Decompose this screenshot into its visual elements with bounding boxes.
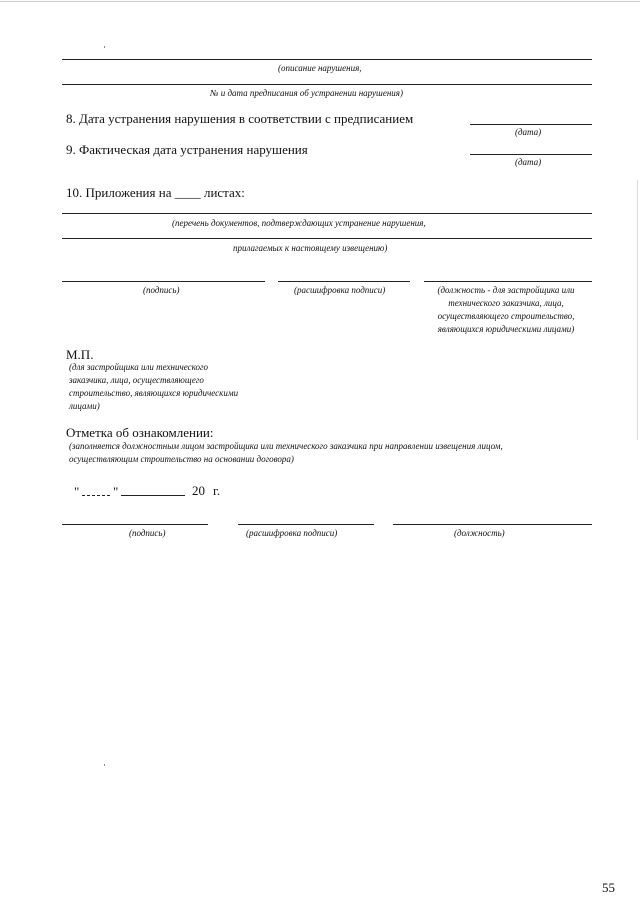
item-8-date-caption: (дата) xyxy=(515,127,542,137)
ack-position-caption: (должность) xyxy=(454,528,505,538)
ack-position-line xyxy=(393,524,592,525)
documents-line-1 xyxy=(62,213,592,214)
order-line xyxy=(62,84,592,85)
item-8-date-line xyxy=(470,124,592,125)
position-caption: (должность - для застройщика или технического заказчика, лица, осуществляющего строительство, являющихся юридическими лицами) xyxy=(437,285,575,334)
scan-speck xyxy=(104,46,105,48)
date-year-suffix: г. xyxy=(213,483,221,498)
signature-decoding-caption: (расшифровка подписи) xyxy=(294,285,386,295)
scan-top-edge-mark xyxy=(0,1,640,2)
item-10-text: 10. Приложения на ____ листах: xyxy=(66,185,245,200)
page-number: 55 xyxy=(602,880,615,895)
date-quote-close: " xyxy=(113,484,119,499)
ack-signature-decoding-line xyxy=(238,524,374,525)
documents-caption-1: (перечень документов, подтверждающих устранение нарушения, xyxy=(172,218,426,228)
acknowledgment-title: Отметка об ознакомлении: xyxy=(66,425,214,440)
scan-right-edge-mark xyxy=(637,180,638,440)
ack-signature-caption: (подпись) xyxy=(129,528,166,538)
scan-speck xyxy=(104,764,105,766)
signature-decoding-line xyxy=(278,281,410,282)
item-9-date-line xyxy=(470,154,592,155)
mp-caption: (для застройщика или технического заказчика, лица, осуществляющего строительство, являющихся юридическими лицами) xyxy=(69,362,239,411)
item-8-text: 8. Дата устранения нарушения в соответствии с предписанием xyxy=(66,111,414,126)
ack-signature-line xyxy=(62,524,208,525)
documents-line-2 xyxy=(62,238,592,239)
item-9-date-caption: (дата) xyxy=(515,157,542,167)
position-line xyxy=(424,281,592,282)
date-year-prefix: 20 xyxy=(192,483,205,498)
date-day-line xyxy=(82,495,110,496)
item-9-text: 9. Фактическая дата устранения нарушения xyxy=(66,142,308,157)
date-month-line xyxy=(121,495,185,496)
acknowledgment-caption: (заполняется должностным лицом застройщика или технического заказчика при направлении извещения лицом, осуществляющим строительство на основании договора) xyxy=(69,441,503,464)
order-caption: № и дата предписания об устранении нарушения) xyxy=(210,88,403,98)
signature-caption: (подпись) xyxy=(143,285,180,295)
violation-description-line xyxy=(62,59,592,60)
violation-description-caption: (описание нарушения, xyxy=(278,63,362,73)
documents-caption-2: прилагаемых к настоящему извещению) xyxy=(233,243,388,253)
signature-line xyxy=(62,281,265,282)
date-quote-open: " xyxy=(74,484,80,499)
ack-signature-decoding-caption: (расшифровка подписи) xyxy=(246,528,338,538)
mp-label: М.П. xyxy=(66,347,94,362)
